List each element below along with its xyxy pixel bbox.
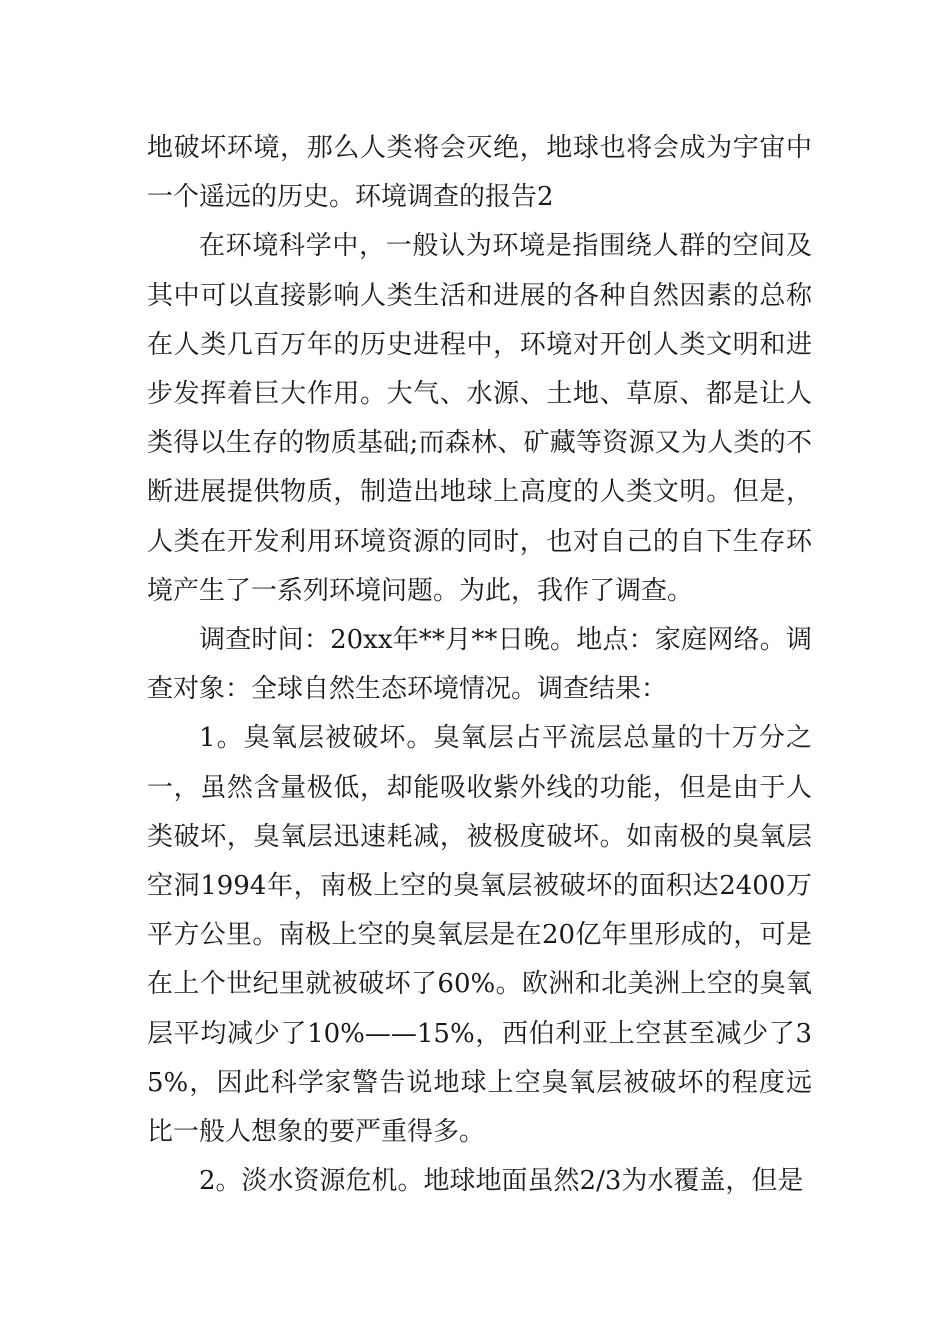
paragraph-ozone-layer: 1。臭氧层被破坏。臭氧层占平流层总量的十万分之一，虽然含量极低，却能吸收紫外线的功能，但是由于人类破坏，臭氧层迅速耗减，被极度破坏。如南极的臭氧层空洞1994年，南极上空的臭氧层被破坏的面积达2400万平方公里。南极上空的臭氧层是在20亿年里形成的，可是在上个世纪里就被破坏了60%。欧洲和北美洲上空的臭氧层平均减少了10%——15%，西伯利亚上空甚至减少了35%，因此科学家警告说地球上空臭氧层被破坏的程度远比一般人想象的要严重得多。 [147,723,812,1148]
paragraph-survey-info: 调查时间：20xx年**月**日晚。地点：家庭网络。调查对象：全球自然生态环境情况。调查结果： [147,625,812,705]
document-body [147,124,812,1206]
paragraph-continuation: 地破坏环境，那么人类将会灭绝，地球也将会成为宇宙中一个遥远的历史。环境调查的报告2 [147,133,812,213]
paragraph-environment-intro: 在环境科学中，一般认为环境是指围绕人群的空间及其中可以直接影响人类生活和进展的各种自然因素的总称在人类几百万年的历史进程中，环境对开创人类文明和进步发挥着巨大作用。大气、水源、土地、草原、都是让人类得以生存的物质基础;而森林、矿藏等资源又为人类的不断进展提供物质，制造出地球上高度的人类文明。但是，人类在开发利用环境资源的同时，也对自己的自下生存环境产生了一系列环境问题。为此，我作了调查。 [147,231,812,606]
paragraph-freshwater-crisis: 2。淡水资源危机。地球地面虽然2/3为水覆盖，但是 [199,1166,804,1197]
